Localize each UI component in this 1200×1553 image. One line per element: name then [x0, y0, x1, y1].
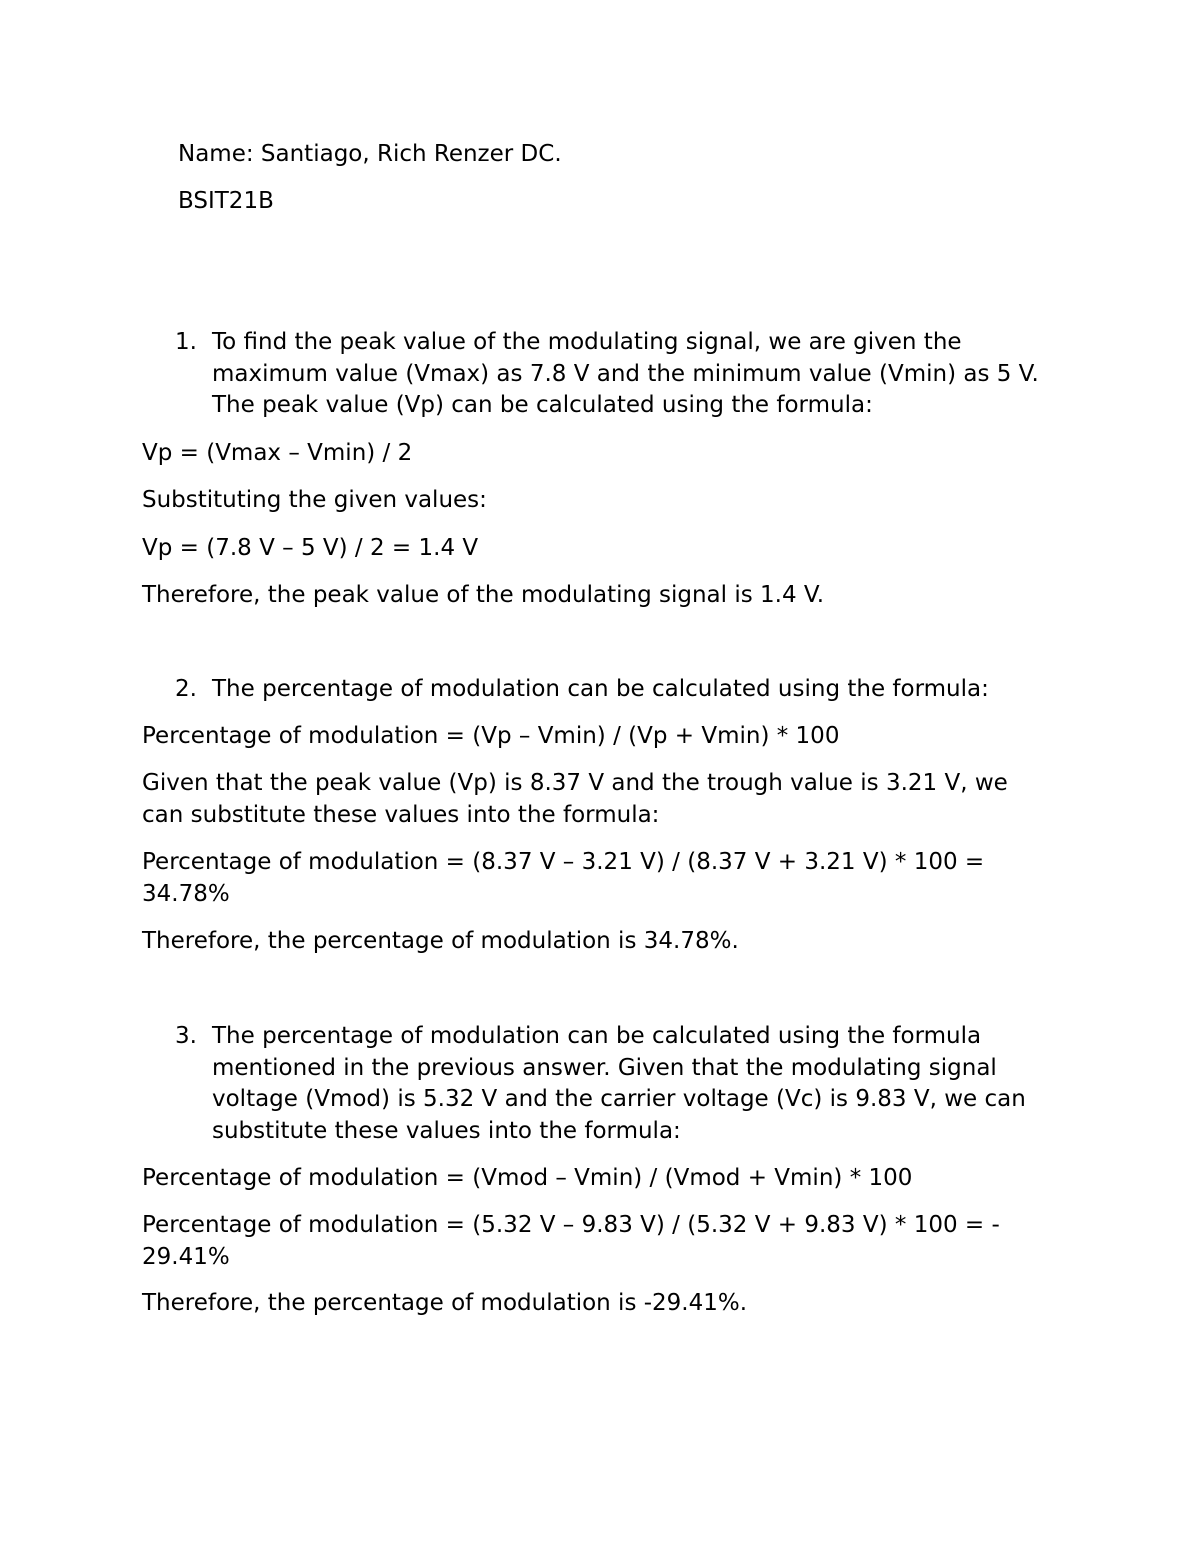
q1-substituting: Substituting the given values: — [142, 487, 487, 513]
q1-conclusion: Therefore, the peak value of the modulating signal is 1.4 V. — [142, 582, 825, 608]
student-name: Name: Santiago, Rich Renzer DC. — [178, 141, 562, 167]
question-1-text: To find the peak value of the modulating signal, we are given the maximum value (Vmax) as 7.8 V and the minimum value (Vmin) as 5 V. The peak value (Vp) can be calculated using the formula: — [212, 329, 1039, 418]
q3-formula: Percentage of modulation = (Vmod – Vmin) / (Vmod + Vmin) * 100 — [142, 1165, 913, 1191]
q3-calculation: Percentage of modulation = (5.32 V – 9.83 V) / (5.32 V + 9.83 V) * 100 = - 29.41% — [142, 1212, 1000, 1270]
q1-formula: Vp = (Vmax – Vmin) / 2 — [142, 440, 413, 466]
q2-conclusion: Therefore, the percentage of modulation is 34.78%. — [142, 928, 739, 954]
q2-calculation: Percentage of modulation = (8.37 V – 3.21 V) / (8.37 V + 3.21 V) * 100 = 34.78% — [142, 849, 985, 907]
question-2-text: The percentage of modulation can be calculated using the formula: — [212, 676, 989, 702]
question-3-text: The percentage of modulation can be calculated using the formula mentioned in the previous answer. Given that the modulating signal voltage (Vmod) is 5.32 V and the carrier voltage (Vc) is 9.83 V, we can substitute these values into the formula: — [212, 1023, 1026, 1144]
q3-conclusion: Therefore, the percentage of modulation is -29.41%. — [142, 1290, 748, 1316]
question-2 — [175, 674, 1055, 706]
q2-given: Given that the peak value (Vp) is 8.37 V and the trough value is 3.21 V, we can substitute these values into the formula: — [142, 770, 1008, 828]
question-3-number: 3. — [175, 1023, 197, 1049]
question-3 — [175, 1021, 1055, 1147]
question-2-number: 2. — [175, 676, 197, 702]
question-1-number: 1. — [175, 329, 197, 355]
q1-calculation: Vp = (7.8 V – 5 V) / 2 = 1.4 V — [142, 535, 479, 561]
section-label: BSIT21B — [178, 188, 274, 214]
q2-formula: Percentage of modulation = (Vp – Vmin) / (Vp + Vmin) * 100 — [142, 723, 840, 749]
question-1 — [175, 327, 1055, 422]
